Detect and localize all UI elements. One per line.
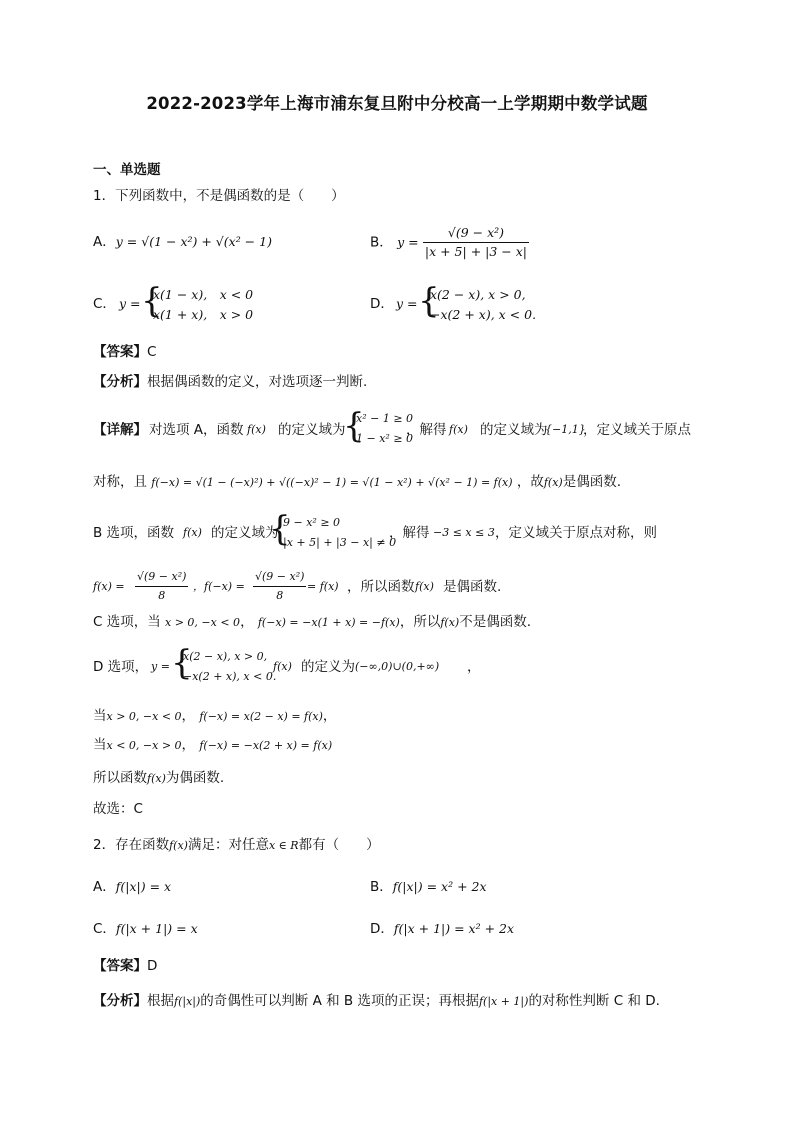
detail-text: ，所以 [399, 614, 441, 630]
equation: f(−x) = −x(1 + x) = −f(x) [257, 616, 400, 629]
option-label: C． [93, 296, 116, 312]
detail-text: ，故 [516, 474, 544, 490]
stem-text: 2．存在函数 [93, 837, 170, 853]
system-row: 1 − x² ≥ 0 [356, 432, 414, 445]
piecewise-brace: { [269, 509, 291, 549]
piecewise-case: x(1 − x), x < 0 [153, 287, 254, 302]
equation: f(−x) = √(1 − (−x)²) + √((−x)² − 1) = √(1 − x²) + √(x² − 1) = f(x) [151, 476, 513, 489]
answer-value: C [147, 344, 157, 360]
option-label: B． [370, 879, 393, 895]
domain-set: {−1,1} [545, 423, 586, 436]
fraction-numerator: √(9 − x²) [253, 568, 306, 587]
function-symbol: f(x) [169, 839, 188, 852]
detail-text: 的定义为 [301, 659, 355, 675]
q1-stem: 1．下列函数中，不是偶函数的是（ ） [93, 188, 345, 204]
analysis-text: 的对称性判断 C 和 D. [528, 993, 660, 1009]
equation: f(−x) = x(2 − x) = f(x) [199, 710, 323, 723]
detail-text: 所以函数 [93, 770, 147, 786]
option-expression: f(|x + 1|) = x² + 2x [393, 921, 515, 936]
piecewise-case: x(1 + x), x > 0 [153, 307, 254, 322]
q1-detail-d: D 选项， y = { x(2 − x), x > 0, −x(2 + x), x < 0. f(x) 的定义为 (−∞,0)∪(0,+∞) ， [93, 648, 713, 688]
option-label: B． [370, 234, 393, 251]
detail-text: 是偶函数. [443, 579, 502, 595]
equation-lhs: f(x) = [93, 580, 125, 593]
analysis-text: 的奇偶性可以判断 A 和 B 选项的正误；再根据 [200, 993, 479, 1009]
option-expression: f(|x|) = x [115, 879, 172, 894]
q1-detail-d-case2: 当x < 0, −x > 0， f(−x) = −x(2 + x) = f(x) [93, 737, 333, 753]
analysis-text: 根据 [147, 993, 174, 1009]
detail-text: ，定义域关于原点 [583, 422, 691, 438]
function-symbol: f(x) [147, 772, 166, 785]
detail-text: C 选项，当 [93, 614, 161, 630]
detail-tag: 【详解】 [93, 422, 147, 438]
analysis-tag: 【分析】 [93, 374, 147, 390]
fraction-denominator: 8 [158, 589, 166, 602]
system-row: 9 − x² ≥ 0 [283, 516, 341, 529]
option-label: D． [370, 921, 394, 937]
option-lhs: y = [396, 296, 418, 311]
function-symbol: f(x) [183, 526, 202, 539]
option-expression: f(|x|) = x² + 2x [392, 879, 487, 894]
detail-text: 的定义域为 [278, 422, 346, 438]
option-label: A． [93, 234, 116, 250]
detail-text: 是偶函数. [562, 474, 621, 490]
function-symbol: f(x) [440, 616, 460, 629]
piecewise-case: −x(2 + x), x < 0. [430, 307, 537, 322]
q1-detail-a [93, 406, 713, 452]
piecewise-brace: { [343, 406, 365, 446]
q2-option-d [370, 920, 514, 938]
q2-option-a [93, 878, 171, 896]
function-symbol: f(x) [273, 660, 292, 673]
function-symbol: f(x) [247, 423, 266, 436]
detail-text: 不是偶函数. [459, 614, 532, 630]
q1-detail-b-cont [93, 568, 713, 606]
detail-text: ，定义域关于原点对称，则 [495, 525, 657, 541]
option-label: A． [93, 879, 116, 895]
equation-rhs: = f(x) [307, 580, 339, 593]
equation: f(−x) = −x(2 + x) = f(x) [199, 739, 333, 752]
fraction [135, 568, 188, 605]
domain-set: (−∞,0)∪(0,+∞) [355, 660, 440, 673]
detail-text: ，解得 [406, 422, 447, 438]
detail-text: 对称，且 [93, 474, 147, 490]
system-row: x² − 1 ≥ 0 [356, 412, 414, 425]
detail-text: 为偶函数. [165, 770, 225, 786]
function-expression: f(|x + 1|) [478, 995, 529, 1008]
section-heading: 一、单选题 [93, 162, 161, 178]
detail-text: ，解得 [389, 525, 430, 541]
q1-detail-b [93, 509, 713, 554]
fraction-denominator: |x + 5| + |3 − x| [424, 244, 527, 259]
analysis-tag: 【分析】 [93, 993, 147, 1009]
equation-lhs: y = [151, 660, 170, 673]
option-lhs: y = [397, 234, 419, 250]
condition: x < 0, −x > 0 [106, 739, 182, 752]
fraction-numerator: √(9 − x²) [423, 224, 529, 243]
q2-stem [93, 836, 380, 855]
piecewise-brace: { [171, 643, 193, 683]
function-symbol: f(x) [543, 476, 563, 489]
piecewise-brace: { [141, 281, 163, 321]
q2-option-b [370, 878, 487, 896]
q1-answer [93, 343, 156, 361]
q1-detail-a-cont [93, 473, 621, 492]
fraction-denominator: 8 [276, 589, 284, 602]
piecewise-case: x(2 − x), x > 0, [183, 650, 268, 663]
detail-text: 当 [93, 737, 107, 753]
q2-answer [93, 957, 157, 975]
condition: x > 0, −x < 0 [106, 710, 182, 723]
q1-option-b [370, 224, 529, 261]
option-lhs: y = [119, 296, 141, 311]
inequality: −3 ≤ x ≤ 3 [433, 526, 495, 539]
detail-text: 的定义域为 [480, 422, 548, 438]
piecewise-case: −x(2 + x), x < 0. [183, 670, 277, 683]
q2-analysis [93, 992, 660, 1011]
option-expression: f(|x + 1|) = x [115, 921, 198, 936]
system-row: |x + 5| + |3 − x| ≠ 0 [283, 536, 397, 549]
set-membership: x ∈ R [268, 839, 299, 852]
fraction-numerator: √(9 − x²) [135, 568, 188, 587]
stem-text: 都有（ ） [298, 837, 380, 853]
option-label: C． [93, 921, 116, 937]
piecewise-brace: { [418, 281, 440, 321]
fraction [253, 568, 306, 605]
q1-analysis [93, 373, 367, 391]
q1-option-a [93, 233, 272, 251]
detail-text: B 选项，函数 [93, 525, 175, 541]
piecewise-case: x(2 − x), x > 0, [430, 287, 526, 302]
detail-text: ，所以函数 [347, 579, 415, 595]
detail-text: 对选项 A，函数 [149, 422, 244, 438]
option-expression: y = √(1 − x²) + √(x² − 1) [115, 234, 272, 249]
equation-lhs: ，f(−x) = [193, 580, 245, 593]
detail-text: 的定义域为 [211, 525, 279, 541]
q1-detail-d-case1: 当x > 0, −x < 0， f(−x) = x(2 − x) = f(x)， [93, 708, 337, 724]
q1-detail-c: C 选项，当 x > 0, −x < 0， f(−x) = −x(1 + x) = −f(x)，所以f(x)不是偶函数. [93, 614, 532, 630]
option-label: D． [370, 296, 394, 312]
function-symbol: f(x) [415, 580, 434, 593]
q1-detail-d-conclusion [93, 769, 224, 788]
analysis-text: 根据偶函数的定义，对选项逐一判断. [147, 374, 368, 390]
answer-value: D [147, 958, 158, 974]
function-symbol: f(x) [449, 423, 468, 436]
function-expression: f(|x|) [174, 995, 201, 1008]
option-fraction [423, 224, 529, 261]
answer-tag: 【答案】 [93, 958, 147, 974]
answer-tag: 【答案】 [93, 344, 147, 360]
stem-text: 满足：对任意 [187, 837, 269, 853]
page-title: 2022-2023学年上海市浦东复旦附中分校高一上学期期中数学试题 [146, 94, 648, 113]
q1-conclusion: 故选：C [93, 801, 143, 817]
detail-text: 当 [93, 708, 107, 724]
condition: x > 0, −x < 0 [165, 616, 241, 629]
q2-option-c [93, 920, 198, 938]
detail-text: D 选项， [93, 659, 149, 675]
